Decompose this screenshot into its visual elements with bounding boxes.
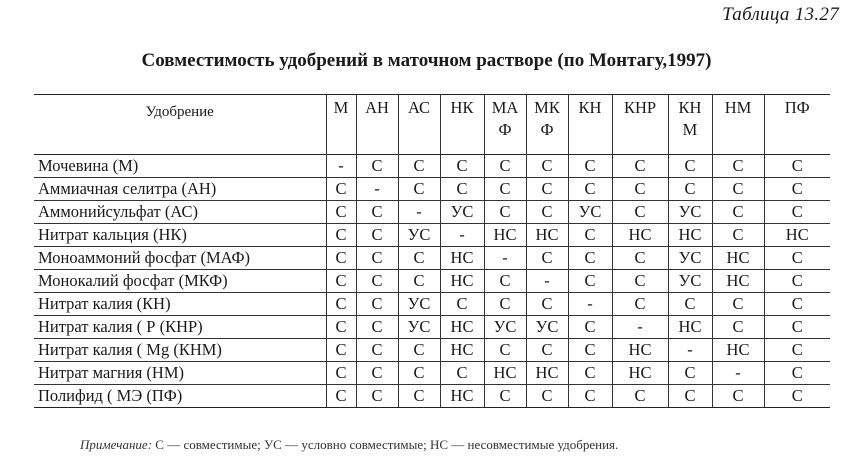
compatibility-cell: - (356, 178, 398, 201)
compatibility-cell: УС (440, 201, 484, 224)
compatibility-cell: С (440, 293, 484, 316)
compatibility-cell: С (440, 155, 484, 178)
compatibility-cell: С (326, 224, 356, 247)
compatibility-cell: - (668, 339, 712, 362)
table-row (34, 270, 830, 293)
compatibility-cell: С (764, 201, 830, 224)
column-header: ПФ (764, 95, 830, 155)
table-header-row (34, 95, 830, 155)
compatibility-cell: НС (764, 224, 830, 247)
compatibility-cell: С (326, 201, 356, 224)
compatibility-cell: - (398, 201, 440, 224)
column-header: АН (356, 95, 398, 155)
table-row (34, 385, 830, 408)
compatibility-cell: С (764, 270, 830, 293)
fertilizer-name-cell: Нитрат калия ( Р (КНР) (34, 316, 326, 339)
compatibility-cell: С (398, 362, 440, 385)
compatibility-cell: НС (712, 339, 764, 362)
fertilizer-name-cell: Мочевина (М) (34, 155, 326, 178)
compatibility-cell: С (356, 385, 398, 408)
fertilizer-name-cell: Нитрат калия (КН) (34, 293, 326, 316)
table-row (34, 316, 830, 339)
compatibility-cell: НС (526, 362, 568, 385)
compatibility-cell: С (526, 293, 568, 316)
table-row (34, 247, 830, 270)
compatibility-cell: С (356, 339, 398, 362)
compatibility-cell: УС (526, 316, 568, 339)
fertilizer-name-cell: Нитрат кальция (НК) (34, 224, 326, 247)
fertilizer-name-cell: Аммиачная селитра (АН) (34, 178, 326, 201)
compatibility-cell: С (764, 293, 830, 316)
compatibility-cell: С (526, 178, 568, 201)
compatibility-cell: С (326, 385, 356, 408)
compatibility-cell: С (764, 339, 830, 362)
compatibility-cell: С (398, 339, 440, 362)
compatibility-cell: - (612, 316, 668, 339)
compatibility-cell: С (398, 247, 440, 270)
compatibility-cell: С (712, 178, 764, 201)
column-header: КН М (668, 95, 712, 155)
compatibility-cell: С (668, 293, 712, 316)
column-header: НК (440, 95, 484, 155)
fertilizer-name-cell: Аммонийсульфат (АС) (34, 201, 326, 224)
compatibility-cell: НС (440, 247, 484, 270)
compatibility-cell: С (326, 178, 356, 201)
column-header: КН (568, 95, 612, 155)
compatibility-cell: С (764, 247, 830, 270)
table-row (34, 201, 830, 224)
compatibility-cell: С (484, 385, 526, 408)
compatibility-cell: С (398, 385, 440, 408)
table-body (34, 155, 830, 408)
compatibility-cell: С (356, 247, 398, 270)
compatibility-cell: С (712, 224, 764, 247)
compatibility-cell: УС (668, 270, 712, 293)
compatibility-cell: С (612, 247, 668, 270)
compatibility-cell: С (356, 293, 398, 316)
compatibility-cell: НС (440, 385, 484, 408)
compatibility-cell: С (612, 178, 668, 201)
compatibility-cell: С (764, 178, 830, 201)
note-text: С — совместимые; УС — условно совместимые; НС — несовместимые удобрения. (155, 437, 619, 452)
fertilizer-name-cell: Полифид ( МЭ (ПФ) (34, 385, 326, 408)
compatibility-cell: УС (668, 247, 712, 270)
compatibility-cell: С (356, 155, 398, 178)
compatibility-cell: С (612, 293, 668, 316)
compatibility-cell: С (612, 155, 668, 178)
compatibility-cell: НС (668, 316, 712, 339)
compatibility-cell: - (326, 155, 356, 178)
column-header: МК Ф (526, 95, 568, 155)
compatibility-cell: С (398, 178, 440, 201)
compatibility-cell: С (326, 247, 356, 270)
compatibility-cell: С (526, 339, 568, 362)
fertilizer-name-cell: Нитрат магния (НМ) (34, 362, 326, 385)
compatibility-cell: УС (484, 316, 526, 339)
compatibility-cell: С (326, 316, 356, 339)
compatibility-cell: С (440, 362, 484, 385)
compatibility-cell: - (484, 247, 526, 270)
compatibility-cell: С (568, 224, 612, 247)
note-label: Примечание: (80, 437, 153, 452)
compatibility-cell: С (568, 270, 612, 293)
compatibility-cell: С (568, 385, 612, 408)
compatibility-cell: С (484, 155, 526, 178)
compatibility-cell: С (484, 270, 526, 293)
compatibility-cell: С (526, 385, 568, 408)
compatibility-cell: С (484, 293, 526, 316)
compatibility-cell: С (612, 385, 668, 408)
compatibility-cell: С (612, 201, 668, 224)
compatibility-table (34, 94, 830, 408)
compatibility-cell: С (356, 201, 398, 224)
compatibility-cell: - (526, 270, 568, 293)
compatibility-cell: УС (398, 293, 440, 316)
table-row (34, 155, 830, 178)
compatibility-cell: НС (612, 339, 668, 362)
compatibility-cell: С (326, 293, 356, 316)
compatibility-cell: НС (440, 339, 484, 362)
compatibility-cell: С (356, 270, 398, 293)
fertilizer-name-cell: Моноаммоний фосфат (МАФ) (34, 247, 326, 270)
compatibility-cell: С (712, 293, 764, 316)
compatibility-cell: С (526, 247, 568, 270)
header-name-cell: Удобрение (145, 104, 214, 120)
compatibility-cell: С (712, 316, 764, 339)
compatibility-cell: НС (668, 224, 712, 247)
column-header: М (326, 95, 356, 155)
compatibility-cell: С (326, 339, 356, 362)
column-header: АС (398, 95, 440, 155)
compatibility-cell: С (668, 155, 712, 178)
compatibility-cell: С (484, 178, 526, 201)
compatibility-cell: УС (668, 201, 712, 224)
table-row (34, 339, 830, 362)
compatibility-cell: С (398, 270, 440, 293)
compatibility-cell: С (712, 385, 764, 408)
compatibility-cell: С (356, 224, 398, 247)
compatibility-cell: - (440, 224, 484, 247)
compatibility-cell: - (712, 362, 764, 385)
table-title: Совместимость удобрений в маточном растворе (по Монтагу,1997) (141, 50, 712, 71)
table-row (34, 178, 830, 201)
compatibility-cell: С (568, 155, 612, 178)
compatibility-table-container (34, 94, 830, 408)
compatibility-cell: С (568, 316, 612, 339)
compatibility-cell: - (568, 293, 612, 316)
compatibility-cell: С (764, 155, 830, 178)
compatibility-cell: С (764, 362, 830, 385)
compatibility-cell: НС (484, 224, 526, 247)
compatibility-cell: С (526, 155, 568, 178)
compatibility-cell: С (764, 316, 830, 339)
table-row (34, 362, 830, 385)
column-header: НМ (712, 95, 764, 155)
compatibility-cell: НС (440, 270, 484, 293)
compatibility-cell: С (568, 247, 612, 270)
table-number: Таблица 13.27 (722, 4, 839, 25)
compatibility-cell: НС (712, 247, 764, 270)
compatibility-cell: С (356, 316, 398, 339)
compatibility-cell: НС (484, 362, 526, 385)
compatibility-cell: С (668, 385, 712, 408)
compatibility-cell: С (398, 155, 440, 178)
compatibility-cell: УС (398, 316, 440, 339)
compatibility-cell: С (668, 362, 712, 385)
compatibility-cell: С (568, 339, 612, 362)
table-note (80, 437, 618, 453)
compatibility-cell: С (326, 270, 356, 293)
compatibility-cell: НС (440, 316, 484, 339)
compatibility-cell: С (484, 201, 526, 224)
compatibility-cell: С (712, 201, 764, 224)
compatibility-cell: УС (568, 201, 612, 224)
compatibility-cell: НС (612, 224, 668, 247)
compatibility-cell: УС (398, 224, 440, 247)
compatibility-cell: С (440, 178, 484, 201)
compatibility-cell: С (668, 178, 712, 201)
compatibility-cell: С (612, 270, 668, 293)
compatibility-cell: НС (712, 270, 764, 293)
compatibility-cell: С (568, 178, 612, 201)
compatibility-cell: С (568, 362, 612, 385)
compatibility-cell: С (526, 201, 568, 224)
compatibility-cell: С (356, 362, 398, 385)
table-row (34, 224, 830, 247)
compatibility-cell: НС (526, 224, 568, 247)
fertilizer-name-cell: Монокалий фосфат (МКФ) (34, 270, 326, 293)
compatibility-cell: НС (612, 362, 668, 385)
table-row (34, 293, 830, 316)
compatibility-cell: С (484, 339, 526, 362)
compatibility-cell: С (712, 155, 764, 178)
compatibility-cell: С (326, 362, 356, 385)
compatibility-cell: С (764, 385, 830, 408)
column-header: МА Ф (484, 95, 526, 155)
column-header: КНР (612, 95, 668, 155)
fertilizer-name-cell: Нитрат калия ( Mg (КНМ) (34, 339, 326, 362)
